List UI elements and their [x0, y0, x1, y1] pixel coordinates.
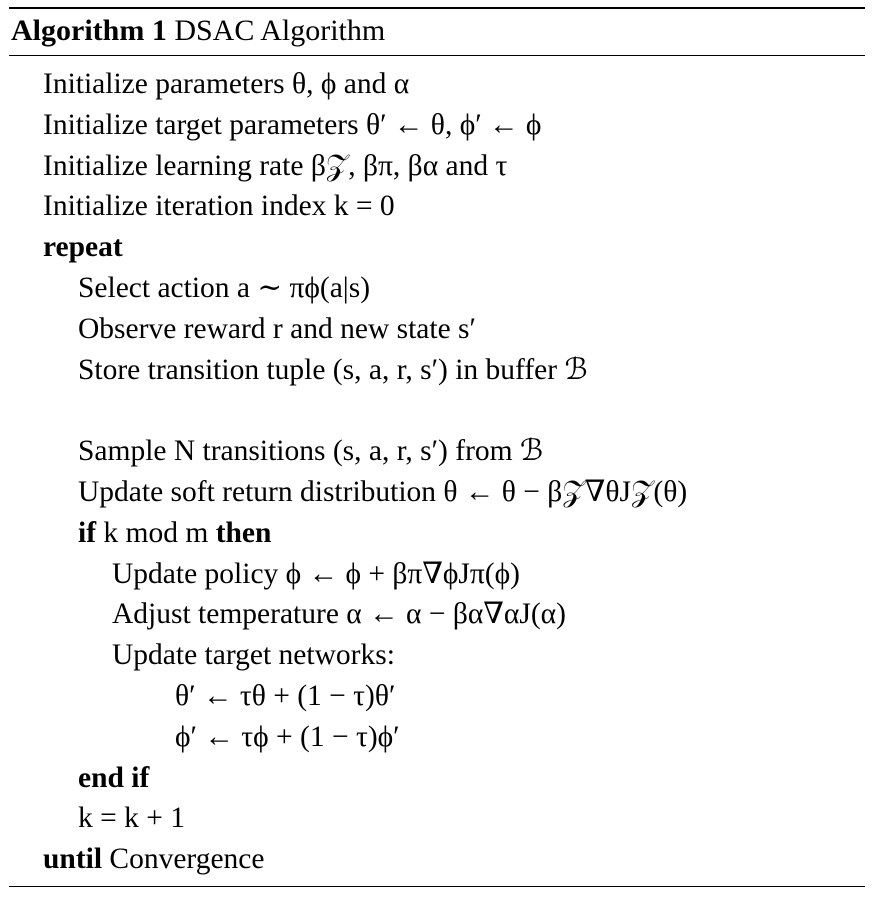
line-until [9, 839, 865, 880]
line-select-action: Select action a ∼ πϕ(a|s) [78, 271, 371, 304]
keyword-then: then [215, 516, 272, 549]
keyword-if: if [78, 516, 97, 549]
line-init-params: Initialize parameters θ, ϕ and α [43, 68, 410, 100]
line-sample: Sample N transitions (s, a, r, s′) from ℬ [78, 435, 544, 468]
line-update-policy: Update policy ϕ ← ϕ + βπ∇ϕJπ(ϕ) [112, 557, 520, 590]
caption-label: Algorithm 1 [11, 14, 167, 47]
line-theta-update: θ′ ← τθ + (1 − τ)θ′ [175, 679, 396, 712]
line-update-distribution: Update soft return distribution θ ← θ − β𝒵∇θJ𝒵(θ) [78, 475, 688, 508]
line-init-learning-rate: Initialize learning rate β𝒵, βπ, βα and τ [43, 149, 508, 182]
line-store-transition: Store transition tuple (s, a, r, s′) in buffer ℬ [78, 353, 588, 386]
line-if [9, 513, 865, 554]
line-update-target-networks: Update target networks: [112, 639, 395, 672]
line-observe-reward: Observe reward r and new state s′ [78, 312, 476, 345]
line-init-target: Initialize target parameters θ′ ← θ, ϕ′ ← ϕ [43, 108, 542, 141]
line-end-if: end if [78, 761, 150, 794]
line-phi-update: ϕ′ ← τϕ + (1 − τ)ϕ′ [175, 720, 400, 753]
line-init-iteration: Initialize iteration index k = 0 [43, 190, 395, 223]
caption-title: DSAC Algorithm [174, 14, 386, 47]
algorithm-body [9, 56, 865, 880]
line-increment-k: k = k + 1 [78, 802, 186, 835]
line-adjust-temperature: Adjust temperature α ← α − βα∇αJ(α) [112, 598, 566, 631]
bottom-rule [9, 886, 865, 887]
blank-line [9, 390, 865, 431]
keyword-until: until [43, 843, 103, 876]
algorithm-caption [9, 9, 865, 55]
if-condition: k mod m [103, 516, 209, 549]
until-condition: Convergence [109, 843, 265, 876]
algorithm-box [9, 7, 865, 880]
line-repeat: repeat [43, 231, 123, 264]
